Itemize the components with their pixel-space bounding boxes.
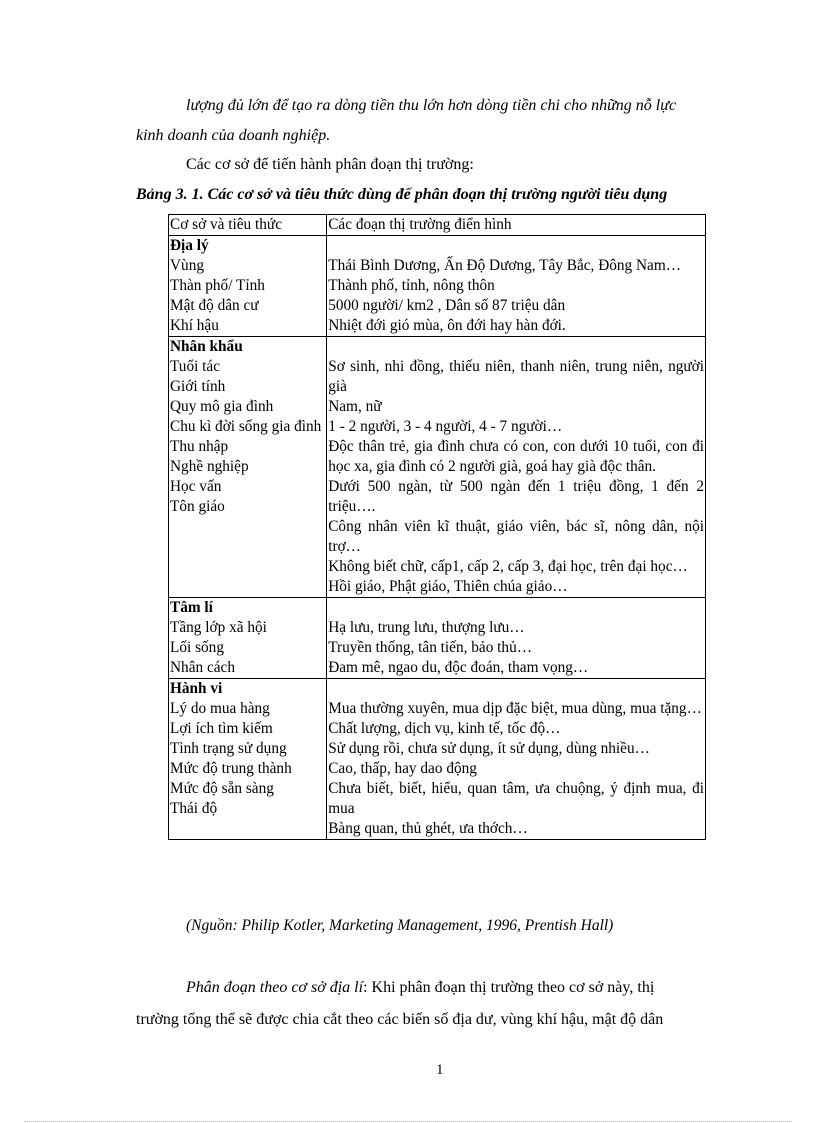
- segment-item: Sơ sinh, nhi đồng, thiếu niên, thanh niên, trung niên, người già: [328, 358, 704, 395]
- segments-cell: [327, 598, 706, 679]
- table-row-geography: [169, 236, 706, 337]
- segment-item: Chất lượng, dịch vụ, kinh tế, tốc độ…: [328, 720, 561, 737]
- criteria-item: Tuổi tác: [170, 358, 221, 375]
- segment-item: Chưa biết, biết, hiểu, quan tâm, ưa chuộng, ý định mua, đi mua: [328, 780, 704, 817]
- paragraph-2-line-1: [186, 978, 654, 998]
- segment-item: Công nhân viên kĩ thuật, giáo viên, bác sĩ, nông dân, nội trợ…: [328, 518, 704, 555]
- group-title: Địa lý: [170, 237, 209, 254]
- segment-item: Thái Bình Dương, Ấn Độ Dương, Tây Bắc, Đông Nam…: [328, 257, 682, 274]
- table-row-behavior: [169, 679, 706, 840]
- segment-item: Hồi giáo, Phật giáo, Thiên chúa giảo…: [328, 578, 568, 595]
- criteria-item: Mức độ trung thành: [170, 760, 292, 777]
- group-title: Tâm lí: [170, 599, 213, 616]
- criteria-cell: [169, 598, 327, 679]
- segment-item: Độc thân trẻ, gia đình chưa có con, con dưới 10 tuổi, con đi học xa, gia đình có 2 người già, goá hay già độc thân.: [328, 438, 704, 475]
- intro-line-2: kinh doanh của doanh nghiệp.: [136, 127, 331, 144]
- criteria-item: Tôn giáo: [170, 498, 225, 515]
- segment-item: Truyền thống, tân tiến, bảo thủ…: [328, 639, 533, 656]
- criteria-item: Tầng lớp xã hội: [170, 619, 267, 636]
- criteria-cell: [169, 236, 327, 337]
- criteria-item: Thàn phố/ Tỉnh: [170, 277, 265, 294]
- segment-item: Nhiệt đới gió mùa, ôn đới hay hàn đới.: [328, 317, 566, 334]
- segmentation-table: [168, 214, 706, 840]
- segments-cell: [327, 337, 706, 598]
- paragraph-2-lead: Phân đoạn theo cơ sở địa lí: [186, 979, 364, 996]
- criteria-item: Chu kì đời sống gia đình: [170, 418, 322, 435]
- criteria-item: Quy mô gia đình: [170, 398, 274, 415]
- header-criteria: Cơ sở và tiêu thức: [169, 215, 327, 236]
- paragraph-2-line-2: trường tổng thể sẽ được chia cắt theo các biến số địa dư, vùng khí hậu, mật độ dân: [136, 1011, 664, 1028]
- criteria-item: Học vấn: [170, 478, 222, 495]
- group-title: Hành vi: [170, 680, 223, 697]
- criteria-cell: [169, 679, 327, 840]
- criteria-item: Thái độ: [170, 800, 218, 817]
- criteria-item: Lối sống: [170, 639, 224, 656]
- criteria-item: Thu nhập: [170, 438, 229, 455]
- segment-item: 1 - 2 người, 3 - 4 người, 4 - 7 người…: [328, 418, 563, 435]
- table-source: (Nguồn: Philip Kotler, Marketing Management, 1996, Prentish Hall): [186, 917, 614, 934]
- segment-item: Nam, nữ: [328, 398, 382, 415]
- table-header-row: [169, 215, 706, 236]
- criteria-item: Nhân cách: [170, 659, 235, 676]
- criteria-item: Lý do mua hàng: [170, 700, 270, 717]
- criteria-item: Giới tính: [170, 378, 226, 395]
- criteria-item: Lợi ích tìm kiếm: [170, 720, 273, 737]
- header-segments: Các đoạn thị trường điển hình: [327, 215, 706, 236]
- criteria-item: Tình trạng sử dụng: [170, 740, 287, 757]
- segments-cell: [327, 236, 706, 337]
- segment-item: Đam mê, ngao du, độc đoán, tham vọng…: [328, 659, 589, 676]
- criteria-item: Vùng: [170, 257, 204, 274]
- segment-item: Cao, thấp, hay dao động: [328, 760, 477, 777]
- criteria-item: Khí hậu: [170, 317, 219, 334]
- page-number: 1: [436, 1062, 444, 1078]
- criteria-cell: [169, 337, 327, 598]
- segment-item: Mua thường xuyên, mua dịp đặc biệt, mua dùng, mua tặng…: [328, 700, 702, 717]
- segments-cell: [327, 679, 706, 840]
- page-bottom-divider: [24, 1121, 792, 1122]
- segment-item: Không biết chữ, cấp1, cấp 2, cấp 3, đại học, trên đại học…: [328, 558, 688, 575]
- segment-item: Sử dụng rồi, chưa sử dụng, ít sử dụng, dùng nhiều…: [328, 740, 650, 757]
- table-row-psychographics: [169, 598, 706, 679]
- segment-item: Dưới 500 ngàn, từ 500 ngàn đến 1 triệu đồng, 1 đến 2 triệu….: [328, 478, 704, 515]
- segment-item: Thành phố, tỉnh, nông thôn: [328, 277, 495, 294]
- segment-item: Bàng quan, thủ ghét, ưa thớch…: [328, 820, 528, 837]
- group-title: Nhân khẩu: [170, 338, 243, 355]
- intro-line-3: Các cơ sở để tiến hành phân đoạn thị trường:: [186, 156, 474, 173]
- table-caption: Bảng 3. 1. Các cơ sở và tiêu thức dùng để phân đoạn thị trường người tiêu dụng: [136, 186, 668, 203]
- segment-item: 5000 người/ km2 , Dân số 87 triệu dân: [328, 297, 566, 314]
- segment-item: Hạ lưu, trung lưu, thượng lưu…: [328, 619, 525, 636]
- paragraph-2-rest: : Khi phân đoạn thị trường theo cơ sở này, thị: [363, 979, 655, 996]
- intro-line-1: lượng đủ lớn để tạo ra dòng tiền thu lớn hơn dòng tiền chi cho những nỗ lực: [186, 97, 677, 114]
- criteria-item: Nghề nghiệp: [170, 458, 249, 475]
- criteria-item: Mức độ sẵn sàng: [170, 780, 274, 797]
- criteria-item: Mật độ dân cư: [170, 297, 259, 314]
- table-row-demographics: [169, 337, 706, 598]
